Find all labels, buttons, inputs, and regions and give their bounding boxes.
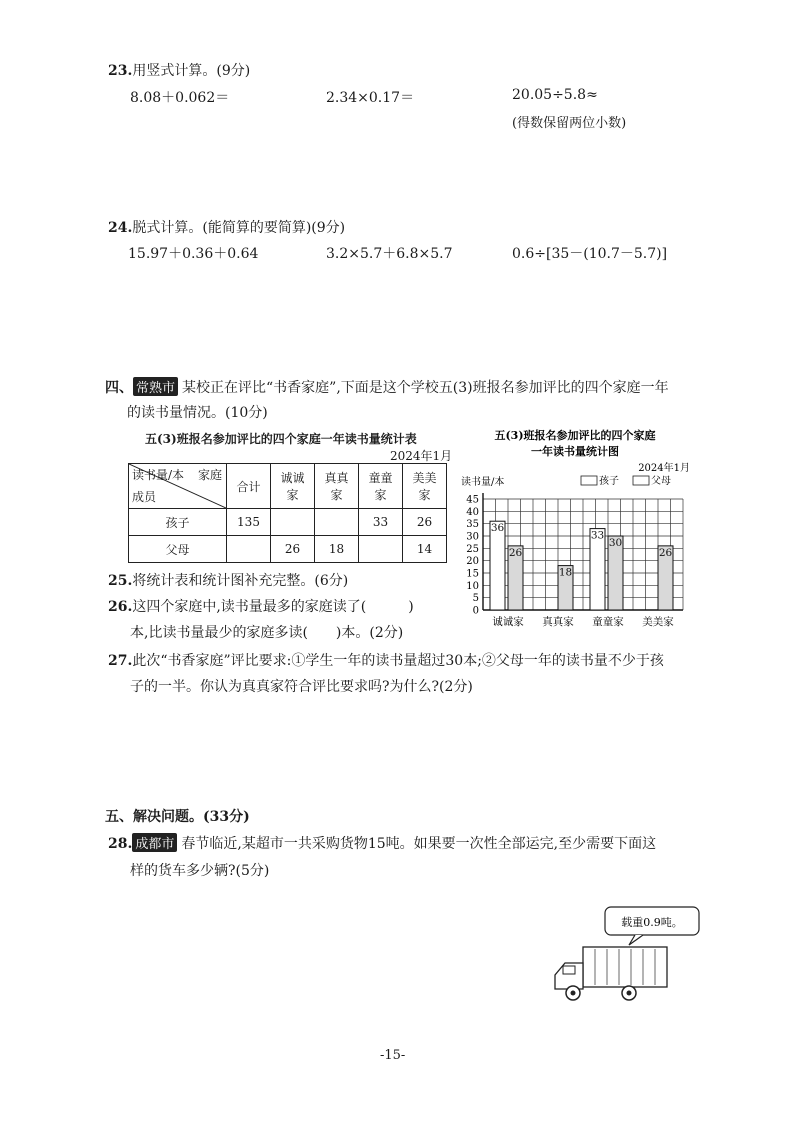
bar-value-label: 36 <box>490 522 505 535</box>
q24-text: 脱式计算。(能简算的要简算)(9分) <box>132 220 346 236</box>
header-label-2: 家 <box>374 488 387 502</box>
q23-note: (得数保留两位小数) <box>512 116 627 131</box>
chart-title-line1: 五(3)班报名参加评比的四个家庭 <box>494 429 656 442</box>
section4-line2: 的读书量情况。(10分) <box>127 405 268 421</box>
q23-heading <box>108 60 250 80</box>
q24-expr-3: 0.6÷[35－(10.7－5.7)] <box>512 246 668 262</box>
q28-number: 28. <box>108 836 133 852</box>
row-label: 父母 <box>129 536 227 563</box>
header-family-4 <box>403 464 447 509</box>
q23-number: 23. <box>108 63 133 79</box>
bar-chart <box>455 425 695 635</box>
corner-amount: 读书量/本 <box>132 468 185 482</box>
page-number: -15- <box>380 1048 406 1063</box>
header-label-2: 家 <box>418 488 431 502</box>
q28-text: 春节临近,某超市一共采购货物15吨。如果要一次性全部运完,至少需要下面这 <box>181 836 657 852</box>
legend-parent-label: 父母 <box>651 476 671 487</box>
header-total <box>227 464 271 509</box>
chart-ylabel: 读书量/本 <box>461 477 505 488</box>
header-total-label: 合计 <box>236 479 261 494</box>
truck-window-icon <box>563 966 575 974</box>
legend-child-swatch <box>581 476 597 485</box>
q27-line2: 子的一半。你认为真真家符合评比要求吗?为什么?(2分) <box>130 679 473 695</box>
q26-line1 <box>108 596 414 616</box>
y-tick-label: 15 <box>466 568 479 580</box>
q24-number: 24. <box>108 220 133 236</box>
q23-expr-3: 20.05÷5.8≈ <box>512 87 598 103</box>
stats-table <box>128 463 447 563</box>
header-label: 童童 <box>368 471 393 485</box>
q25-text: 将统计表和统计图补充完整。(6分) <box>132 573 349 589</box>
q24-expr-2: 3.2×5.7＋6.8×5.7 <box>326 246 453 262</box>
header-label: 诚诚 <box>280 471 305 485</box>
row-label: 孩子 <box>129 509 227 536</box>
section4-heading: 四、 <box>105 380 133 396</box>
y-tick-label: 25 <box>466 543 479 555</box>
q26-number: 26. <box>108 599 133 615</box>
wheel-hub-icon <box>627 991 632 996</box>
table-corner-cell <box>129 464 227 509</box>
header-family-3 <box>359 464 403 509</box>
speech-bubble-tail <box>629 935 643 945</box>
region-tag: 成都市 <box>132 833 177 852</box>
y-tick-label: 10 <box>466 580 479 592</box>
q28-line1 <box>108 833 656 853</box>
chart-categories <box>492 615 674 628</box>
region-tag: 常熟市 <box>133 377 178 396</box>
table-header-row <box>129 464 447 509</box>
q23-expr-2: 2.34×0.17＝ <box>326 90 415 106</box>
bar-child <box>490 521 505 610</box>
bubble-text: 载重0.9吨。 <box>621 916 683 929</box>
chart-y-ticks <box>466 495 479 617</box>
table-row-child <box>129 509 447 536</box>
category-label: 真真家 <box>542 616 574 628</box>
category-label: 童童家 <box>592 616 624 628</box>
table-cell: 135 <box>227 509 271 536</box>
y-tick-label: 45 <box>466 494 479 506</box>
table-cell: 33 <box>359 509 403 536</box>
table-row-parent <box>129 536 447 563</box>
header-family-1 <box>271 464 315 509</box>
table-cell <box>271 509 315 536</box>
table-cell <box>359 536 403 563</box>
bar-value-label: 30 <box>608 537 623 549</box>
section4-text: 某校正在评比“书香家庭”,下面是这个学校五(3)班报名参加评比的四个家庭一年 <box>182 380 669 396</box>
table-cell <box>315 509 359 536</box>
q27-line1 <box>108 650 664 670</box>
q23-expr-1: 8.08＋0.062＝ <box>130 90 230 106</box>
q23-text: 用竖式计算。(9分) <box>132 63 251 79</box>
table-cell: 26 <box>403 509 447 536</box>
bar-value-label: 18 <box>558 566 573 579</box>
q25-number: 25. <box>108 573 133 589</box>
section5-heading: 五、解决问题。(33分) <box>105 809 250 825</box>
bar-value-label: 26 <box>508 546 523 559</box>
chart-date: 2024年1月 <box>638 463 690 474</box>
table-cell <box>227 536 271 563</box>
legend-child-label: 孩子 <box>599 476 619 487</box>
category-label: 美美家 <box>642 616 674 628</box>
table-date: 2024年1月 <box>390 449 453 463</box>
truck-illustration <box>545 905 705 1005</box>
q25 <box>108 570 348 590</box>
chart-title-line2: 一年读书量统计图 <box>531 445 619 458</box>
bar-value-label: 26 <box>658 546 673 559</box>
y-tick-label: 0 <box>472 605 479 617</box>
q28-line2: 样的货车多少辆?(5分) <box>130 863 270 879</box>
table-cell: 18 <box>315 536 359 563</box>
header-label: 美美 <box>412 471 437 485</box>
truck-cargo-icon <box>583 947 667 987</box>
section4-line1 <box>105 377 669 397</box>
legend-parent-swatch <box>633 476 649 485</box>
q26-line2: 本,比读书量最少的家庭多读( )本。(2分) <box>130 625 404 641</box>
y-tick-label: 20 <box>466 556 479 568</box>
corner-member: 成员 <box>132 490 157 504</box>
category-label: 诚诚家 <box>492 616 524 628</box>
table-cell: 26 <box>271 536 315 563</box>
y-tick-label: 30 <box>466 531 479 543</box>
header-label: 真真 <box>324 471 349 485</box>
corner-family: 家庭 <box>197 468 222 482</box>
y-tick-label: 35 <box>466 519 479 531</box>
q24-expr-1: 15.97＋0.36＋0.64 <box>128 246 259 262</box>
y-tick-label: 40 <box>466 506 479 518</box>
y-tick-label: 5 <box>472 593 479 605</box>
table-cell: 14 <box>403 536 447 563</box>
header-label-2: 家 <box>330 488 343 502</box>
q26-text: 这四个家庭中,读书量最多的家庭读了( ) <box>132 599 414 615</box>
header-label-2: 家 <box>286 488 299 502</box>
table-title: 五(3)班报名参加评比的四个家庭一年读书量统计表 <box>145 432 417 446</box>
q27-number: 27. <box>108 653 133 669</box>
q24-heading <box>108 217 345 237</box>
q27-text: 此次“书香家庭”评比要求:①学生一年的读书量超过30本;②父母一年的读书量不少于孩 <box>132 653 664 669</box>
bar-value-label: 33 <box>590 529 605 542</box>
wheel-hub-icon <box>571 991 576 996</box>
header-family-2 <box>315 464 359 509</box>
